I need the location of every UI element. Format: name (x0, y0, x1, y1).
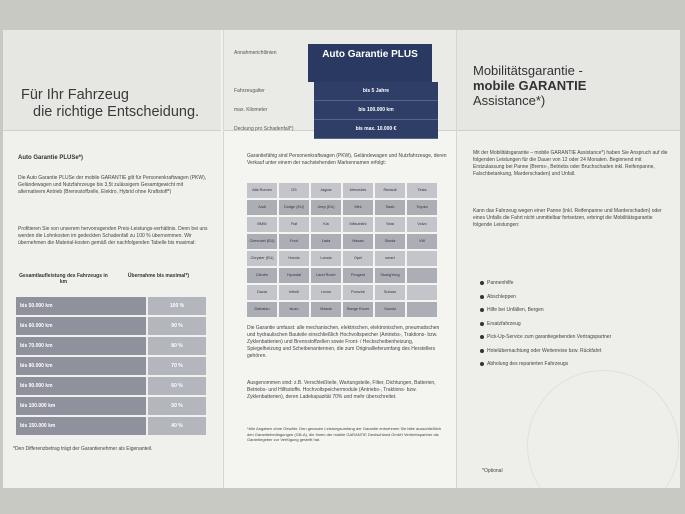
coverage-table (16, 273, 206, 435)
brand-cell: Alfa Romeo (247, 183, 277, 198)
excluded-text: Ausgenommen sind: z.B. Verschleißteile, Wartungsteile, Filter, Dichtungen, Batterien, Betriebs- und Hilfsstoffe. Hochvoltspeichermodule (Antriebs-, Traktions- bzw. Zyklenbatterien), deren Ladekapazität 70% und mehr überschreitet. (247, 380, 436, 400)
spec-value: bis 5 Jahre (314, 82, 438, 101)
brand-cell: Isuzu (279, 302, 309, 317)
row-percent: 50 % (148, 397, 206, 415)
brand-cell: Opel (343, 251, 373, 266)
row-percent: 80 % (148, 337, 206, 355)
brand-cell: Jeep (EU) (311, 200, 341, 215)
spec-label: Deckung pro Schadenfall*) (234, 126, 294, 132)
intro-text: Die Auto Garantie PLUSe der mobile GARANTIE gilt für Personenkraftwagen (PKW), Geländewagen und Nutzfahrzeuge bis 3,5t zulässigem Gesamtgewicht mit alternativem Antrieb (Brennstoffzelle, Elektro, Hybrid ohne Kraftstoff*) (18, 175, 207, 195)
row-km: bis 150.000 km (16, 417, 146, 435)
optional-note: *Optional (482, 468, 503, 474)
brand-cell: Porsche (343, 285, 373, 300)
middle-footnote: *Alle Angaben ohne Gewähr. Den genauen Leistungsumfang der Garantie entnehmen Sie bitte ausschließlich den Garantiebedingungen (GB-A), die Ihnen der mobile GARANTIE Deutschland GmbH Vertriebspartner als Garantiegeber zur Verfügung gestellt hat. (247, 426, 442, 442)
brand-cell: Lancia (311, 251, 341, 266)
table-header-pct: Übernahme bis maximal*) (127, 273, 190, 279)
section-title: Auto Garantie PLUSe*) (18, 155, 84, 161)
page-title (21, 87, 199, 121)
brand-cell: Lexus (311, 285, 341, 300)
brand-cell: VW (407, 234, 437, 249)
row-km: bis 50.000 km (16, 297, 146, 315)
spec-head-label: Annahmerichtlinien (234, 50, 277, 56)
service-item: Hotelübernachtung oder Weiterreise bzw. Rückfahrt (487, 347, 602, 354)
row-km: bis 70.000 km (16, 337, 146, 355)
intro-text-2: Profitieren Sie von unserem hervorragenden Preis-Leistungs-verhältnis. Denn bei uns werden die Lohnkosten im gedeckten Schadenfall zu 100 % übernommen. Wir übernehmen die Material-kosten gemäß der nachfolgenden Tabelle bis maximal: (18, 226, 208, 246)
brand-cell: Mercedes (343, 183, 373, 198)
brand-cell: Subaru (375, 285, 405, 300)
row-km: bis 100.000 km (16, 397, 146, 415)
brand-grid (247, 183, 437, 317)
right-title-line-3: Assistance*) (473, 93, 546, 108)
headline-line-2: die richtige Entscheidung. (33, 104, 200, 120)
brand-cell: Honda (279, 251, 309, 266)
brand-cell: smart (375, 251, 405, 266)
right-title-line-2: mobile GARANTIE (473, 78, 587, 93)
assistance-intro-2: Kann das Fahrzeug wegen einer Panne (inkl. Reifenpanne und Marderschaden) oder eines Unfalls die Fahrt nicht unmittelbar fortsetzen, erbringt die Mobilitätsgarantie folgende Leistungen: (473, 208, 662, 228)
brand-cell: Fiat (279, 217, 309, 232)
brand-cell: Suzuki (375, 302, 405, 317)
brand-cell: Hyundai (279, 268, 309, 283)
brand-cell (407, 302, 437, 317)
brand-cell: Dacia (247, 285, 277, 300)
table-header-km: Gesamtlaufleistung des Fahrzeugs in km (19, 273, 108, 285)
scope-text: Die Garantie umfasst: alle mechanischen, elektrischen, elektronischen, pneumatischen und hydraulischen Bauteile einschließlich Hochvoltspeicher (Antriebs-, Traktions- bzw. Zyklenbatterien) und Brennstoffzellen sowie Front- / Heckscheibenheizung, Spiegelheizung und Scheibenantennen, die zum Originallieferumfang des Herstellers gehören. (247, 325, 440, 359)
brand-cell: Volvo (407, 217, 437, 232)
brand-cell: Mini (343, 200, 373, 215)
service-item: Pannenhilfe (487, 280, 514, 286)
eligible-text: Garantiefähig sind Personenkraftwagen (PKW), Geländewagen und Nutzfahrzeuge, deren Verkauf unter einem der nachstehenden Markennamen erfolgt: (247, 153, 447, 166)
brand-cell: Seat (375, 217, 405, 232)
table-row (16, 377, 206, 395)
middle-panel (223, 30, 456, 488)
table-row (16, 357, 206, 375)
row-km: bis 60.000 km (16, 317, 146, 335)
brand-cell: Audi (247, 200, 277, 215)
product-header: Auto Garantie PLUS (308, 44, 432, 82)
brand-cell: Lada (311, 234, 341, 249)
brand-cell: Dodge (EU) (279, 200, 309, 215)
brand-cell: Nissan (343, 234, 373, 249)
spec-label: max. Kilometer (234, 107, 268, 113)
brand-cell: Mitsubishi (343, 217, 373, 232)
row-percent: 40 % (148, 417, 206, 435)
headline-line-1: Für Ihr Fahrzeug (21, 87, 129, 103)
brand-cell: Daihatsu (247, 302, 277, 317)
brand-cell (407, 285, 437, 300)
brand-cell: Land Rover (311, 268, 341, 283)
brand-cell: Tesla (407, 183, 437, 198)
brand-cell: Mazda (311, 302, 341, 317)
spec-value: bis 100.000 km (314, 101, 438, 120)
brand-cell: Kia (311, 217, 341, 232)
table-row (16, 337, 206, 355)
table-header (16, 273, 206, 295)
table-row (16, 317, 206, 335)
brand-cell: Chevrolet (EU) (247, 234, 277, 249)
brand-cell: Toyota (407, 200, 437, 215)
brand-cell: BMW (247, 217, 277, 232)
row-km: bis 80.000 km (16, 357, 146, 375)
table-row (16, 297, 206, 315)
table-footnote: *Den Differenzbetrag trägt der Garantienehmer als Eigenanteil. (13, 446, 153, 452)
brand-cell: Renault (375, 183, 405, 198)
brand-cell: Infiniti (279, 285, 309, 300)
brand-cell: Peugeot (343, 268, 373, 283)
left-panel (3, 30, 221, 488)
spec-label: Fahrzeugalter (234, 88, 265, 94)
row-percent: 90 % (148, 317, 206, 335)
brochure (3, 30, 680, 488)
brand-cell (407, 251, 437, 266)
brand-cell (407, 268, 437, 283)
service-item: Abschleppen (487, 293, 516, 300)
spec-value: bis max. 10.000 € (314, 120, 438, 139)
brand-cell: Chrysler (EU) (247, 251, 277, 266)
brand-cell: Skoda (375, 234, 405, 249)
spec-row (224, 82, 456, 101)
table-row (16, 417, 206, 435)
service-item: Pick-Up-Service zum garantiegebenden Vertragspartner (487, 334, 612, 340)
brand-cell: Saab (375, 200, 405, 215)
table-row (16, 397, 206, 415)
assistance-intro: Mit der Mobilitätsgarantie – mobile GARANTIE Assistance*) haben Sie Anspruch auf die folgenden Leistungen für die Dauer von 12 oder 24 Monaten. Beginnend mit Erstzulassung bei Panne (Brems-, Betriebs oder Bruchschaden inkl. Reifenpanne, Falschbetankung, Marderschaden) und Unfall. (473, 150, 668, 177)
row-percent: 100 % (148, 297, 206, 315)
brand-cell: SsangYong (375, 268, 405, 283)
service-item: Abholung des reparierten Fahrzeugs (487, 361, 569, 367)
compass-watermark-icon (527, 370, 679, 488)
row-percent: 70 % (148, 357, 206, 375)
brand-cell: Range Rover (343, 302, 373, 317)
spec-row (224, 101, 456, 120)
right-title (473, 63, 586, 108)
row-percent: 60 % (148, 377, 206, 395)
service-item: Ersatzfahrzeug (487, 320, 521, 327)
spec-row (224, 120, 456, 139)
right-panel (456, 30, 680, 488)
right-title-line-1: Mobilitätsgarantie - (473, 63, 583, 78)
brand-cell: DS (279, 183, 309, 198)
brand-cell: Citroën (247, 268, 277, 283)
service-item: Hilfe bei Unfällen, Bergen (487, 307, 544, 313)
brand-cell: Ford (279, 234, 309, 249)
row-km: bis 90.000 km (16, 377, 146, 395)
brand-cell: Jaguar (311, 183, 341, 198)
